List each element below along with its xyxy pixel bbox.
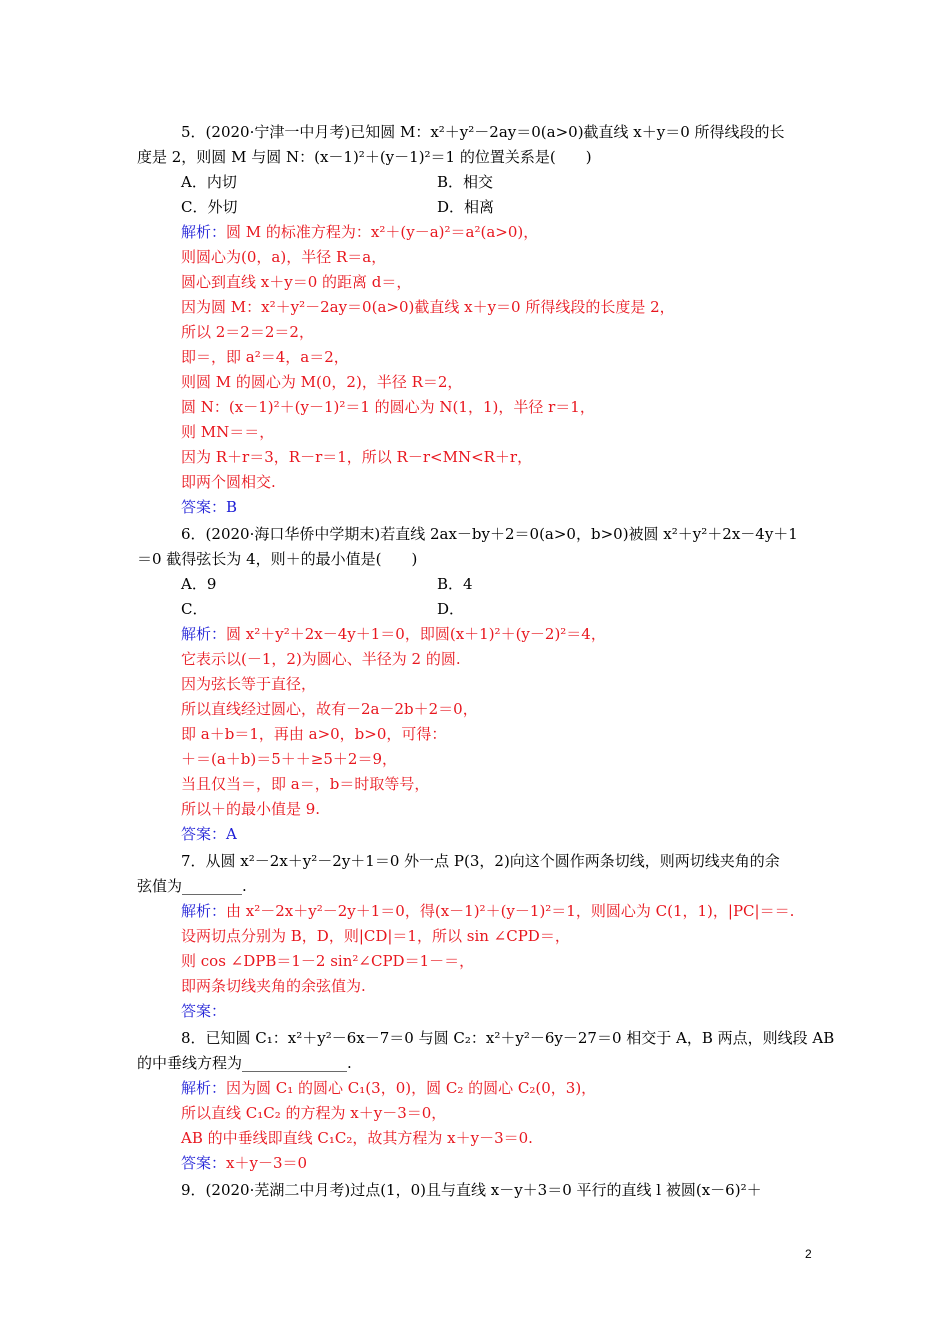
q5-solution-2: 则圆心为(0，a)，半径 R＝a， <box>181 248 387 266</box>
q6-option-c: C． <box>181 600 208 618</box>
q5-answer <box>181 497 237 517</box>
q6-answer-value: A <box>226 825 237 843</box>
q5-solution-7: 则圆 M 的圆心为 M(0，2)，半径 R＝2， <box>181 373 463 391</box>
q9-stem-line1: 9．(2020·芜湖二中月考)过点(1，0)且与直线 x－y＋3＝0 平行的直线 l 被圆(x－6)²＋ <box>181 1181 762 1199</box>
q5-option-c: C．外切 <box>181 198 238 216</box>
q5-option-a: A．内切 <box>181 173 237 191</box>
q7-solution-2: 设两切点分别为 B，D，则|CD|＝1，所以 sin ∠CPD＝， <box>181 927 570 945</box>
q5-option-b: B．相交 <box>437 173 494 191</box>
q6-solution-2: 它表示以(－1，2)为圆心、半径为 2 的圆. <box>181 650 461 668</box>
q5-solution-8: 圆 N：(x－1)²＋(y－1)²＝1 的圆心为 N(1，1)，半径 r＝1， <box>181 398 595 416</box>
q7-analysis-line1 <box>181 901 794 921</box>
q5-solution-9: 则 MN＝＝， <box>181 423 275 441</box>
q5-solution-1: 圆 M 的标准方程为：x²＋(y－a)²＝a²(a>0)， <box>226 223 539 241</box>
q8-answer-value: x＋y－3＝0 <box>226 1154 308 1172</box>
q6-option-a: A．9 <box>181 575 217 593</box>
q6-solution-7: 当且仅当＝，即 a＝，b＝时取等号， <box>181 775 430 793</box>
answer-label: 答案： <box>181 1002 227 1020</box>
q6-solution-4: 所以直线经过圆心，故有－2a－2b＋2＝0， <box>181 700 478 718</box>
q5-solution-11: 即两个圆相交. <box>181 473 276 491</box>
q8-solution-3: AB 的中垂线即直线 C₁C₂，故其方程为 x＋y－3＝0. <box>181 1129 533 1147</box>
q6-solution-6: ＋＝(a＋b)＝5＋＋≥5＋2＝9， <box>181 750 397 768</box>
q5-analysis-line1 <box>181 222 538 242</box>
q5-stem-line2: 度是 2，则圆 M 与圆 N：(x－1)²＋(y－1)²＝1 的位置关系是( ) <box>137 148 592 166</box>
q7-solution-1: 由 x²－2x＋y²－2y＋1＝0，得(x－1)²＋(y－1)²＝1，则圆心为 C(1，1)，|PC|＝＝. <box>226 902 795 920</box>
q7-answer <box>181 1001 226 1021</box>
q6-answer <box>181 824 237 844</box>
answer-label: 答案： <box>181 498 227 516</box>
q8-solution-1: 因为圆 C₁ 的圆心 C₁(3，0)，圆 C₂ 的圆心 C₂(0，3)， <box>226 1079 597 1097</box>
q8-answer <box>181 1153 307 1173</box>
q8-stem-line2: 的中垂线方程为______________. <box>137 1054 352 1072</box>
q5-stem-line1: 5．(2020·宁津一中月考)已知圆 M：x²＋y²－2ay＝0(a>0)截直线 x＋y＝0 所得线段的长 <box>181 123 785 141</box>
q6-solution-5: 即 a＋b＝1，再由 a>0，b>0，可得： <box>181 725 447 743</box>
q8-solution-2: 所以直线 C₁C₂ 的方程为 x＋y－3＝0， <box>181 1104 447 1122</box>
q5-solution-3: 圆心到直线 x＋y＝0 的距离 d＝， <box>181 273 412 291</box>
q5-answer-value: B <box>226 498 238 516</box>
q7-stem-line1: 7．从圆 x²－2x＋y²－2y＋1＝0 外一点 P(3，2)向这个圆作两条切线，则两切线夹角的余 <box>181 852 780 870</box>
q5-solution-5: 所以 2＝2＝2＝2， <box>181 323 314 341</box>
analysis-label: 解析： <box>181 223 227 241</box>
q5-solution-6: 即＝，即 a²＝4，a＝2， <box>181 348 349 366</box>
analysis-label: 解析： <box>181 902 227 920</box>
q6-solution-1: 圆 x²＋y²＋2x－4y＋1＝0，即圆(x＋1)²＋(y－2)²＝4， <box>226 625 606 643</box>
page-number: 2 <box>805 1247 812 1261</box>
q8-analysis-line1 <box>181 1078 596 1098</box>
q7-solution-3: 则 cos ∠DPB＝1－2 sin²∠CPD＝1－＝， <box>181 952 475 970</box>
q5-option-d: D．相离 <box>437 198 495 216</box>
q6-analysis-line1 <box>181 624 606 644</box>
q6-option-b: B．4 <box>437 575 473 593</box>
answer-label: 答案： <box>181 1154 227 1172</box>
q7-solution-4: 即两条切线夹角的余弦值为. <box>181 977 366 995</box>
q6-stem-line2: ＝0 截得弦长为 4，则＋的最小值是( ) <box>137 550 418 568</box>
q7-stem-line2: 弦值为________. <box>137 877 247 895</box>
answer-label: 答案： <box>181 825 227 843</box>
q5-solution-4: 因为圆 M：x²＋y²－2ay＝0(a>0)截直线 x＋y＝0 所得线段的长度是 2， <box>181 298 675 316</box>
analysis-label: 解析： <box>181 625 227 643</box>
q5-solution-10: 因为 R＋r＝3，R－r＝1，所以 R－r<MN<R＋r， <box>181 448 533 466</box>
q8-stem-line1: 8．已知圆 C₁：x²＋y²－6x－7＝0 与圆 C₂：x²＋y²－6y－27＝0 相交于 A，B 两点，则线段 AB <box>181 1029 835 1047</box>
q6-solution-8: 所以＋的最小值是 9. <box>181 800 321 818</box>
q6-solution-3: 因为弦长等于直径， <box>181 675 317 693</box>
q6-option-d: D． <box>437 600 465 618</box>
q6-stem-line1: 6．(2020·海口华侨中学期末)若直线 2ax－by＋2＝0(a>0，b>0)被圆 x²＋y²＋2x－4y＋1 <box>181 525 798 543</box>
analysis-label: 解析： <box>181 1079 227 1097</box>
